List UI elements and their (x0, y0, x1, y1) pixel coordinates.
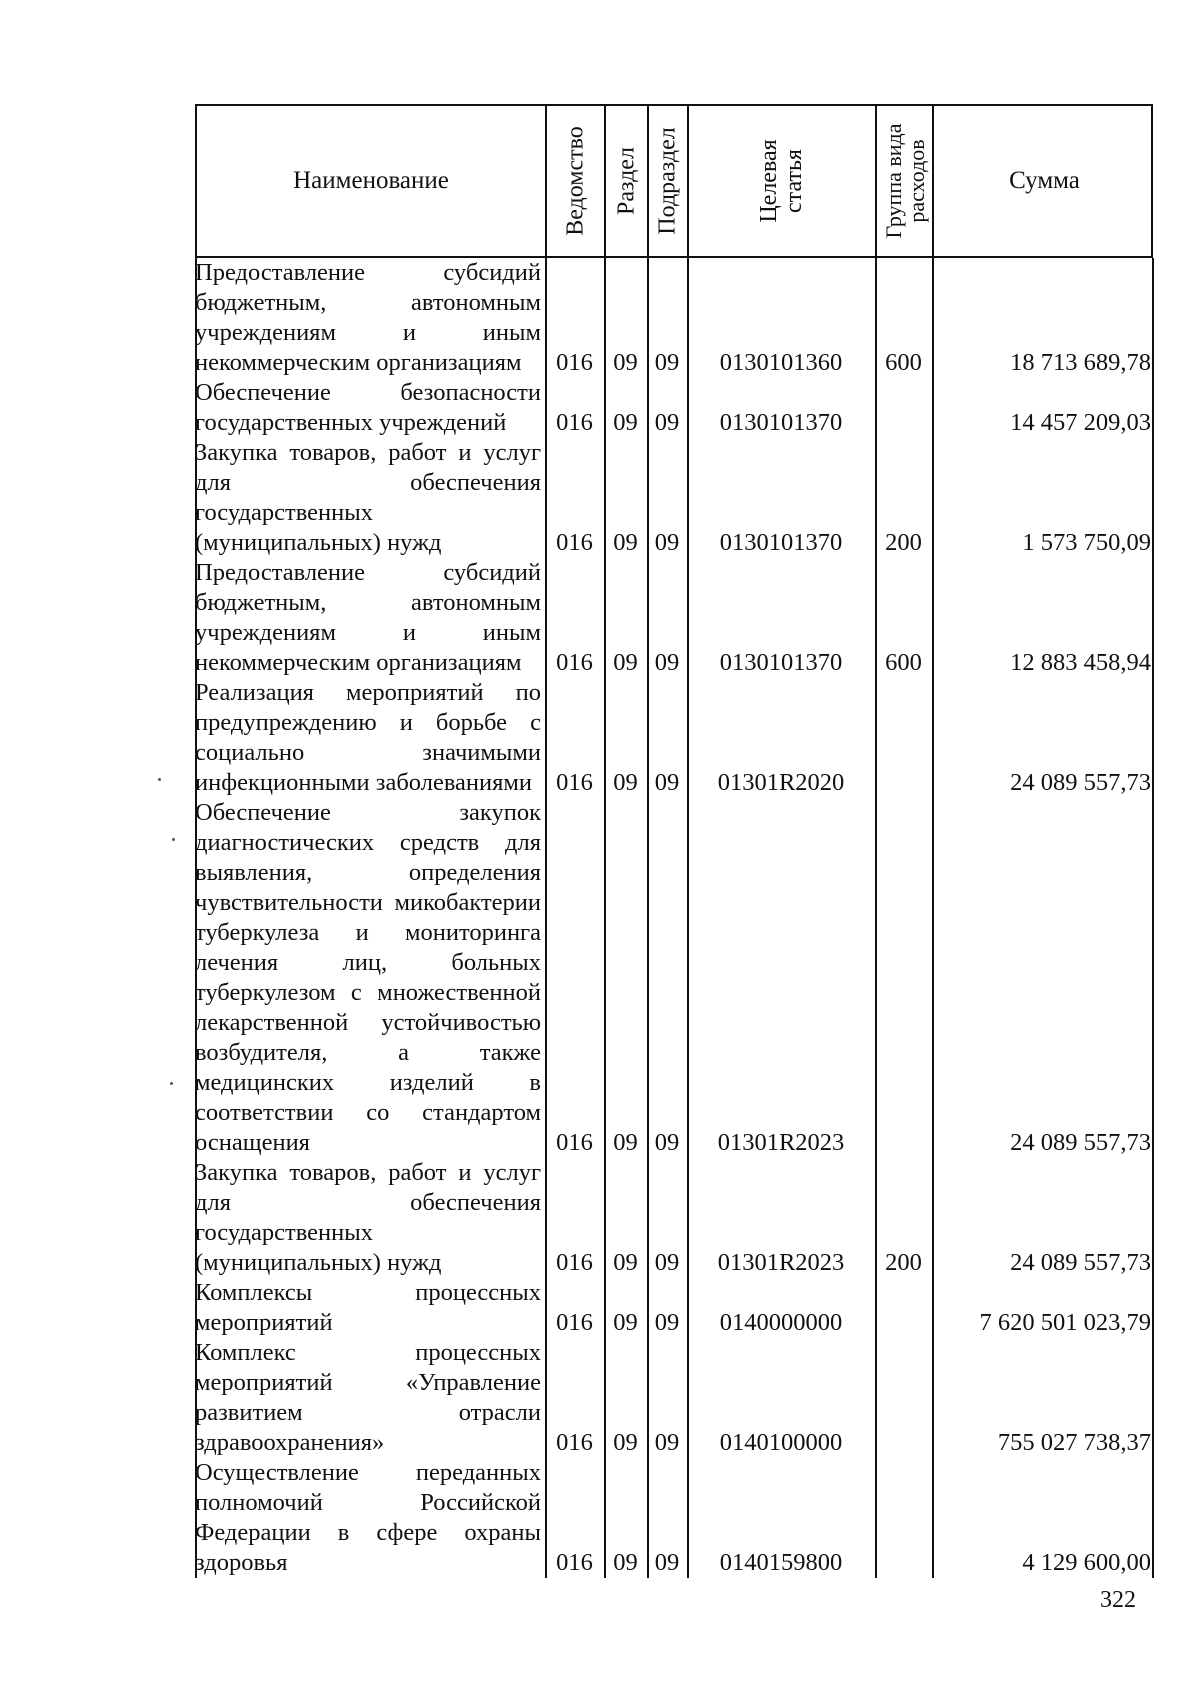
header-razdel: Раздел (606, 106, 649, 256)
row-vedomstvo: 016 (556, 1429, 593, 1456)
row-vedomstvo: 016 (556, 1309, 593, 1336)
row-razdel: 09 (613, 1249, 638, 1276)
row-vedomstvo: 016 (556, 529, 593, 556)
header-gruppa (877, 106, 934, 256)
table-row (195, 678, 1153, 798)
row-vedomstvo: 016 (556, 1129, 593, 1156)
header-name: Наименование (197, 106, 547, 256)
table-row (195, 1458, 1153, 1578)
row-vedomstvo: 016 (556, 769, 593, 796)
budget-table (195, 104, 1153, 1578)
row-name: Предоставление субсидий бюджетным, автономным учреждениям и иным некоммерческим организациям (195, 259, 541, 376)
row-summa: 18 713 689,78 (1010, 349, 1151, 376)
row-name: Обеспечение закупок диагностических средств для выявления, определения чувствительности микобактерии туберкулеза и мониторинга лечения лиц, больных туберкулезом с множественной лекарственной устойчивостью возбудителя, а также медицинских изделий в соответствии со стандартом оснащения (195, 799, 541, 1156)
row-gruppa: 600 (885, 649, 922, 676)
table-row (195, 798, 1153, 1158)
row-name: Реализация мероприятий по предупреждению и борьбе с социально значимыми инфекционными заболеваниями (195, 679, 541, 796)
table-row (195, 1278, 1153, 1338)
row-name: Осуществление переданных полномочий Российской Федерации в сфере охраны здоровья (195, 1459, 541, 1576)
row-celevaya: 0130101370 (719, 649, 843, 676)
header-vedomstvo: Ведомство (547, 106, 606, 256)
header-gruppa-line2: расходов (903, 139, 929, 223)
table-rows (195, 258, 1153, 1578)
row-razdel: 09 (613, 1309, 638, 1336)
row-razdel: 09 (613, 1549, 638, 1576)
row-vedomstvo: 016 (556, 1249, 593, 1276)
row-celevaya: 0130101370 (719, 529, 843, 556)
row-podrazdel: 09 (654, 769, 680, 796)
header-summa: Сумма (1009, 167, 1080, 194)
scan-speck (158, 778, 161, 781)
row-podrazdel: 09 (654, 649, 680, 676)
row-podrazdel: 09 (654, 1549, 680, 1576)
row-podrazdel: 09 (654, 1309, 680, 1336)
row-summa: 4 129 600,00 (1022, 1549, 1151, 1576)
row-summa: 24 089 557,73 (1010, 1129, 1151, 1156)
row-gruppa: 200 (885, 1249, 922, 1276)
table-body (195, 258, 1153, 1578)
row-celevaya: 0130101370 (719, 409, 843, 436)
scan-speck (170, 1082, 173, 1085)
row-name: Комплекс процессных мероприятий «Управление развитием отрасли здравоохранения» (195, 1339, 541, 1456)
table-row (195, 558, 1153, 678)
row-name: Предоставление субсидий бюджетным, автономным учреждениям и иным некоммерческим организациям (195, 559, 541, 676)
row-summa: 24 089 557,73 (1010, 769, 1151, 796)
table-row (195, 1338, 1153, 1458)
row-celevaya: 01301R2020 (717, 769, 845, 796)
header-celevaya-line2: статья (781, 149, 807, 213)
row-vedomstvo: 016 (556, 409, 593, 436)
header-celevaya (689, 106, 877, 256)
table-row (195, 378, 1153, 438)
page-number: 322 (1100, 1587, 1136, 1613)
row-summa: 24 089 557,73 (1010, 1249, 1151, 1276)
row-summa: 12 883 458,94 (1010, 649, 1151, 676)
row-razdel: 09 (613, 649, 638, 676)
row-vedomstvo: 016 (556, 1549, 593, 1576)
row-podrazdel: 09 (654, 1429, 680, 1456)
row-celevaya: 0130101360 (719, 349, 843, 376)
row-razdel: 09 (613, 1429, 638, 1456)
table-row (195, 438, 1153, 558)
row-podrazdel: 09 (654, 529, 680, 556)
header-gruppa-line1: Группа вида (880, 123, 906, 239)
row-vedomstvo: 016 (556, 649, 593, 676)
row-razdel: 09 (613, 1129, 638, 1156)
row-razdel: 09 (613, 529, 638, 556)
row-name: Обеспечение безопасности государственных учреждений (195, 379, 541, 436)
row-gruppa: 600 (885, 349, 922, 376)
row-podrazdel: 09 (654, 1249, 680, 1276)
row-razdel: 09 (613, 769, 638, 796)
row-name: Закупка товаров, работ и услуг для обеспечения государственных (муниципальных) нужд (195, 1159, 541, 1276)
row-celevaya: 0140159800 (719, 1549, 843, 1576)
row-name: Закупка товаров, работ и услуг для обеспечения государственных (муниципальных) нужд (195, 439, 541, 556)
row-vedomstvo: 016 (556, 349, 593, 376)
row-celevaya: 0140100000 (719, 1429, 843, 1456)
row-celevaya: 01301R2023 (717, 1249, 845, 1276)
table-row (195, 258, 1153, 378)
header-celevaya-line1: Целевая (755, 139, 782, 223)
table-header (195, 104, 1153, 258)
row-gruppa: 200 (885, 529, 922, 556)
row-celevaya: 01301R2023 (717, 1129, 845, 1156)
table-row (195, 1158, 1153, 1278)
row-razdel: 09 (613, 349, 638, 376)
row-name: Комплексы процессных мероприятий (195, 1279, 541, 1336)
row-summa: 7 620 501 023,79 (979, 1309, 1151, 1336)
header-podrazdel: Подраздел (649, 106, 689, 256)
row-summa: 14 457 209,03 (1010, 409, 1151, 436)
scan-speck (172, 838, 175, 841)
row-summa: 1 573 750,09 (1022, 529, 1151, 556)
row-celevaya: 0140000000 (719, 1309, 843, 1336)
row-razdel: 09 (613, 409, 638, 436)
row-podrazdel: 09 (654, 1129, 680, 1156)
row-podrazdel: 09 (654, 409, 680, 436)
row-podrazdel: 09 (654, 349, 680, 376)
row-summa: 755 027 738,37 (997, 1429, 1151, 1456)
